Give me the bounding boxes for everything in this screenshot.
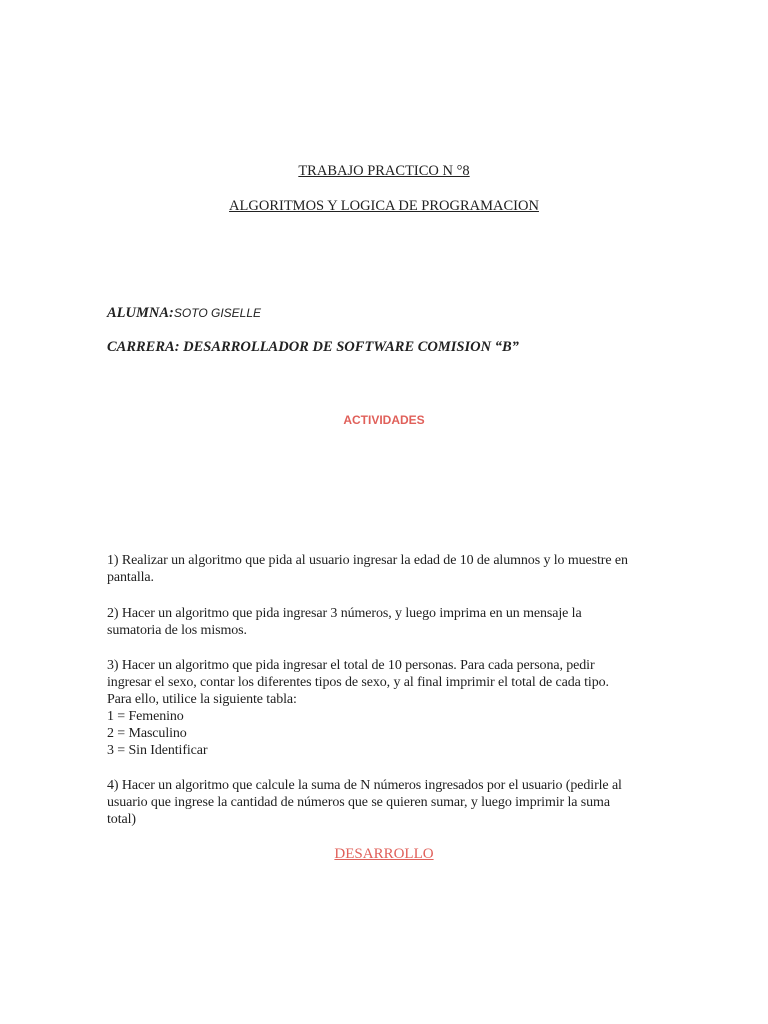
activity-1-line-2: pantalla. <box>107 570 154 585</box>
activity-3-line-3: Para ello, utilice la siguiente tabla: <box>107 692 297 707</box>
sex-option-1: 1 = Femenino <box>107 709 184 724</box>
career-line: CARRERA: DESARROLLADOR DE SOFTWARE COMISION “B” <box>107 339 519 355</box>
activity-3-line-2: ingresar el sexo, contar los diferentes tipos de sexo, y al final imprimir el total de cada tipo. <box>107 675 609 690</box>
development-heading: DESARROLLO <box>334 846 434 862</box>
sex-option-3: 3 = Sin Identificar <box>107 743 208 758</box>
sex-option-2: 2 = Masculino <box>107 726 187 741</box>
student-name-label: ALUMNA: <box>107 305 174 321</box>
activity-4-line-2: usuario que ingrese la cantidad de números que se quieren sumar, y luego imprimir la suma <box>107 795 610 810</box>
document-subtitle: ALGORITMOS Y LOGICA DE PROGRAMACION <box>229 198 539 214</box>
activity-1-line-1: 1) Realizar un algoritmo que pida al usuario ingresar la edad de 10 de alumnos y lo muestre en <box>107 553 628 568</box>
activity-4-line-1: 4) Hacer un algoritmo que calcule la suma de N números ingresados por el usuario (pedirle al <box>107 778 622 793</box>
activity-2-line-2: sumatoria de los mismos. <box>107 623 247 638</box>
student-name-value: SOTO GISELLE <box>173 306 262 320</box>
activity-3-line-1: 3) Hacer un algoritmo que pida ingresar el total de 10 personas. Para cada persona, pedir <box>107 658 595 673</box>
student-name-line <box>107 305 261 322</box>
document-title: TRABAJO PRACTICO N °8 <box>298 163 470 179</box>
activity-4-line-3: total) <box>107 812 136 827</box>
activity-2-line-1: 2) Hacer un algoritmo que pida ingresar 3 números, y luego imprima en un mensaje la <box>107 606 582 621</box>
activities-heading: ACTIVIDADES <box>343 413 425 427</box>
